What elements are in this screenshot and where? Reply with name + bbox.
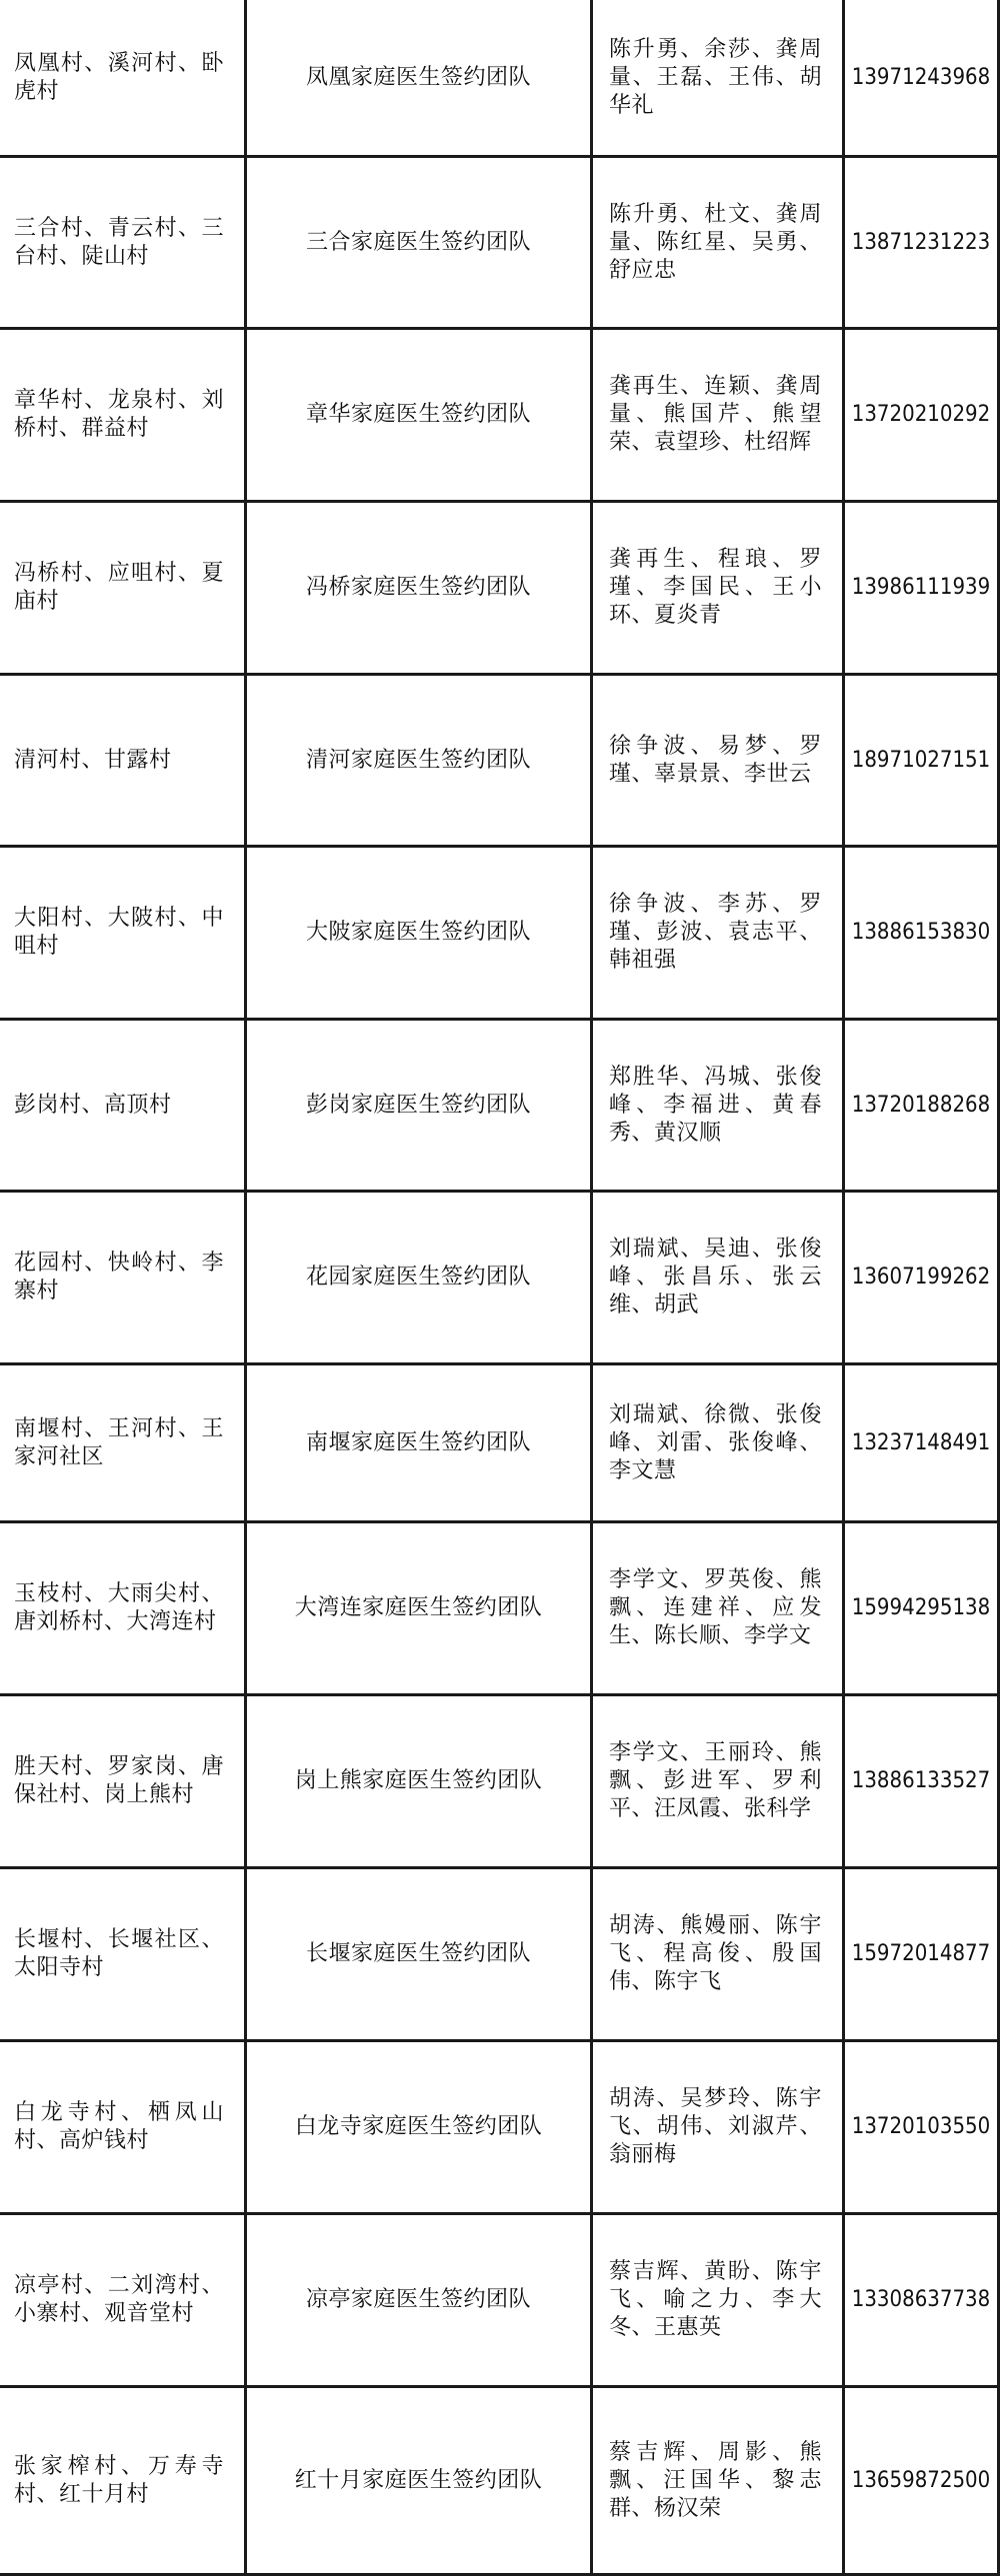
table-row	[0, 502, 999, 675]
team-name-cell: 清河家庭医生签约团队	[246, 675, 592, 847]
phone-cell: 13986111939	[844, 502, 999, 675]
phone-cell: 13886133527	[844, 1695, 999, 1868]
table-row	[0, 1522, 999, 1695]
villages-cell: 白龙寺村、栖凤山村、高炉钱村	[0, 2041, 246, 2214]
team-name-cell: 章华家庭医生签约团队	[246, 329, 592, 502]
villages-cell: 三合村、青云村、三台村、陡山村	[0, 157, 246, 329]
team-members-cell: 龚再生、程琅、罗瑾、李国民、王小环、夏炎青	[592, 502, 844, 675]
villages-cell: 章华村、龙泉村、刘桥村、群益村	[0, 329, 246, 502]
villages-cell: 花园村、快岭村、李寨村	[0, 1192, 246, 1364]
villages-cell: 长堰村、长堰社区、太阳寺村	[0, 1868, 246, 2041]
table-row	[0, 1364, 999, 1522]
phone-cell: 13659872500	[844, 2387, 999, 2575]
team-members-cell: 刘瑞斌、徐微、张俊峰、刘雷、张俊峰、李文慧	[592, 1364, 844, 1522]
villages-cell: 凉亭村、二刘湾村、小寨村、观音堂村	[0, 2214, 246, 2387]
team-members-cell: 李学文、王丽玲、熊飘、彭进军、罗利平、汪凤霞、张科学	[592, 1695, 844, 1868]
table-row	[0, 847, 999, 1020]
team-name-cell: 红十月家庭医生签约团队	[246, 2387, 592, 2575]
villages-cell: 清河村、甘露村	[0, 675, 246, 847]
phone-cell: 18971027151	[844, 675, 999, 847]
villages-cell: 大阳村、大陂村、中咀村	[0, 847, 246, 1020]
team-members-cell: 胡涛、熊嫚丽、陈宇飞、程高俊、殷国伟、陈宇飞	[592, 1868, 844, 2041]
phone-cell: 13886153830	[844, 847, 999, 1020]
team-name-cell: 大湾连家庭医生签约团队	[246, 1522, 592, 1695]
team-members-cell: 徐争波、李苏、罗瑾、彭波、袁志平、韩祖强	[592, 847, 844, 1020]
villages-cell: 凤凰村、溪河村、卧虎村	[0, 0, 246, 157]
phone-cell: 13720210292	[844, 329, 999, 502]
table-row	[0, 2387, 999, 2575]
team-name-cell: 长堰家庭医生签约团队	[246, 1868, 592, 2041]
team-name-cell: 花园家庭医生签约团队	[246, 1192, 592, 1364]
team-name-cell: 彭岗家庭医生签约团队	[246, 1020, 592, 1192]
villages-cell: 玉枝村、大雨尖村、唐刘桥村、大湾连村	[0, 1522, 246, 1695]
team-members-cell: 刘瑞斌、吴迪、张俊峰、张昌乐、张云维、胡武	[592, 1192, 844, 1364]
table-row	[0, 1695, 999, 1868]
team-members-cell: 徐争波、易梦、罗瑾、辜景景、李世云	[592, 675, 844, 847]
villages-cell: 彭岗村、高顶村	[0, 1020, 246, 1192]
team-members-cell: 龚再生、连颖、龚周量、熊国芹、熊望荣、袁望珍、杜绍辉	[592, 329, 844, 502]
table-row	[0, 1192, 999, 1364]
villages-cell: 张家榨村、万寿寺村、红十月村	[0, 2387, 246, 2575]
phone-cell: 13871231223	[844, 157, 999, 329]
team-members-cell: 陈升勇、杜文、龚周量、陈红星、吴勇、舒应忠	[592, 157, 844, 329]
phone-cell: 13720103550	[844, 2041, 999, 2214]
team-members-cell: 陈升勇、余莎、龚周量、王磊、王伟、胡华礼	[592, 0, 844, 157]
table-row	[0, 329, 999, 502]
villages-cell: 胜天村、罗家岗、唐保社村、岗上熊村	[0, 1695, 246, 1868]
phone-cell: 13237148491	[844, 1364, 999, 1522]
phone-cell: 13308637738	[844, 2214, 999, 2387]
team-name-cell: 凤凰家庭医生签约团队	[246, 0, 592, 157]
team-members-cell: 郑胜华、冯城、张俊峰、李福进、黄春秀、黄汉顺	[592, 1020, 844, 1192]
table-row	[0, 2041, 999, 2214]
table-row	[0, 157, 999, 329]
phone-cell: 13971243968	[844, 0, 999, 157]
phone-cell: 15994295138	[844, 1522, 999, 1695]
team-name-cell: 岗上熊家庭医生签约团队	[246, 1695, 592, 1868]
team-members-cell: 李学文、罗英俊、熊飘、连建祥、应发生、陈长顺、李学文	[592, 1522, 844, 1695]
team-name-cell: 冯桥家庭医生签约团队	[246, 502, 592, 675]
team-name-cell: 凉亭家庭医生签约团队	[246, 2214, 592, 2387]
table-row	[0, 675, 999, 847]
team-members-cell: 蔡吉辉、黄盼、陈宇飞、喻之力、李大冬、王惠英	[592, 2214, 844, 2387]
phone-cell: 15972014877	[844, 1868, 999, 2041]
table-row	[0, 1020, 999, 1192]
phone-cell: 13720188268	[844, 1020, 999, 1192]
table-row	[0, 2214, 999, 2387]
team-name-cell: 南堰家庭医生签约团队	[246, 1364, 592, 1522]
team-name-cell: 白龙寺家庭医生签约团队	[246, 2041, 592, 2214]
phone-cell: 13607199262	[844, 1192, 999, 1364]
team-members-cell: 蔡吉辉、周影、熊飘、汪国华、黎志群、杨汉荣	[592, 2387, 844, 2575]
team-name-cell: 三合家庭医生签约团队	[246, 157, 592, 329]
team-members-cell: 胡涛、吴梦玲、陈宇飞、胡伟、刘淑芹、翁丽梅	[592, 2041, 844, 2214]
villages-cell: 冯桥村、应咀村、夏庙村	[0, 502, 246, 675]
table-row	[0, 0, 999, 157]
villages-cell: 南堰村、王河村、王家河社区	[0, 1364, 246, 1522]
team-name-cell: 大陂家庭医生签约团队	[246, 847, 592, 1020]
table-row	[0, 1868, 999, 2041]
